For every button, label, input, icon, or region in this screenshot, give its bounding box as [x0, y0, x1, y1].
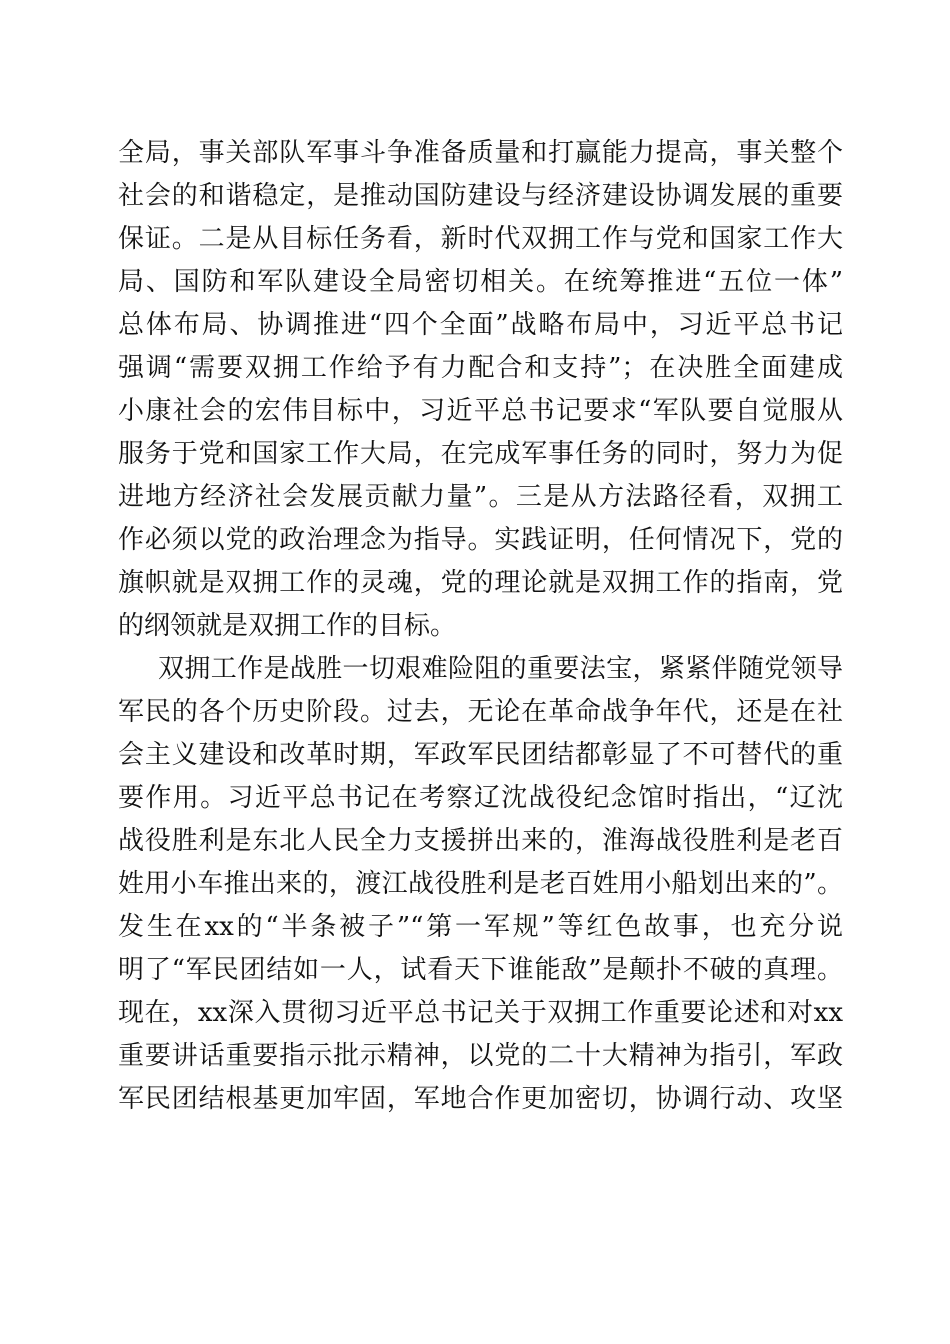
text-line: 姓用小车推出来的，渡江战役胜利是老百姓用小船划出来的”。: [118, 869, 843, 899]
document-body: [118, 132, 843, 1121]
paragraph-2: [118, 648, 843, 1121]
text-line: 小康社会的宏伟目标中，习近平总书记要求“军队要自觉服从: [118, 396, 843, 426]
text-line: 的纲领就是双拥工作的目标。: [118, 611, 457, 641]
text-line: 要作用。习近平总书记在考察辽沈战役纪念馆时指出，“辽沈: [118, 783, 843, 813]
text-line: 全局，事关部队军事斗争准备质量和打赢能力提高，事关整个: [118, 138, 843, 168]
text-line: 双拥工作是战胜一切艰难险阻的重要法宝，紧紧伴随党领导: [158, 654, 843, 684]
text-line: 局、国防和军队建设全局密切相关。在统筹推进“五位一体”: [118, 267, 843, 297]
text-line: 保证。二是从目标任务看，新时代双拥工作与党和国家工作大: [118, 224, 843, 254]
text-line: 强调“需要双拥工作给予有力配合和支持”；在决胜全面建成: [118, 353, 843, 383]
text-line: 进地方经济社会发展贡献力量”。三是从方法路径看，双拥工: [118, 482, 843, 512]
text-line: 现在，xx深入贯彻习近平总书记关于双拥工作重要论述和对xx: [118, 998, 843, 1028]
text-line: 总体布局、协调推进“四个全面”战略布局中，习近平总书记: [118, 310, 843, 340]
text-line: 重要讲话重要指示批示精神，以党的二十大精神为指引，军政: [118, 1041, 843, 1071]
text-line: 战役胜利是东北人民全力支援拼出来的，淮海战役胜利是老百: [118, 826, 843, 856]
text-line: 社会的和谐稳定，是推动国防建设与经济建设协调发展的重要: [118, 181, 843, 211]
text-line: 会主义建设和改革时期，军政军民团结都彰显了不可替代的重: [118, 740, 843, 770]
text-line: 作必须以党的政治理念为指导。实践证明，任何情况下，党的: [118, 525, 843, 555]
text-line: 军民的各个历史阶段。过去，无论在革命战争年代，还是在社: [118, 697, 843, 727]
text-line: 发生在xx的“半条被子”“第一军规”等红色故事，也充分说: [118, 912, 843, 942]
text-line: 服务于党和国家工作大局，在完成军事任务的同时，努力为促: [118, 439, 843, 469]
text-line: 军民团结根基更加牢固，军地合作更加密切，协调行动、攻坚: [118, 1084, 843, 1114]
text-line: 旗帜就是双拥工作的灵魂，党的理论就是双拥工作的指南，党: [118, 568, 843, 598]
text-line: 明了“军民团结如一人，试看天下谁能敌”是颠扑不破的真理。: [118, 955, 843, 985]
paragraph-1: [118, 132, 843, 648]
